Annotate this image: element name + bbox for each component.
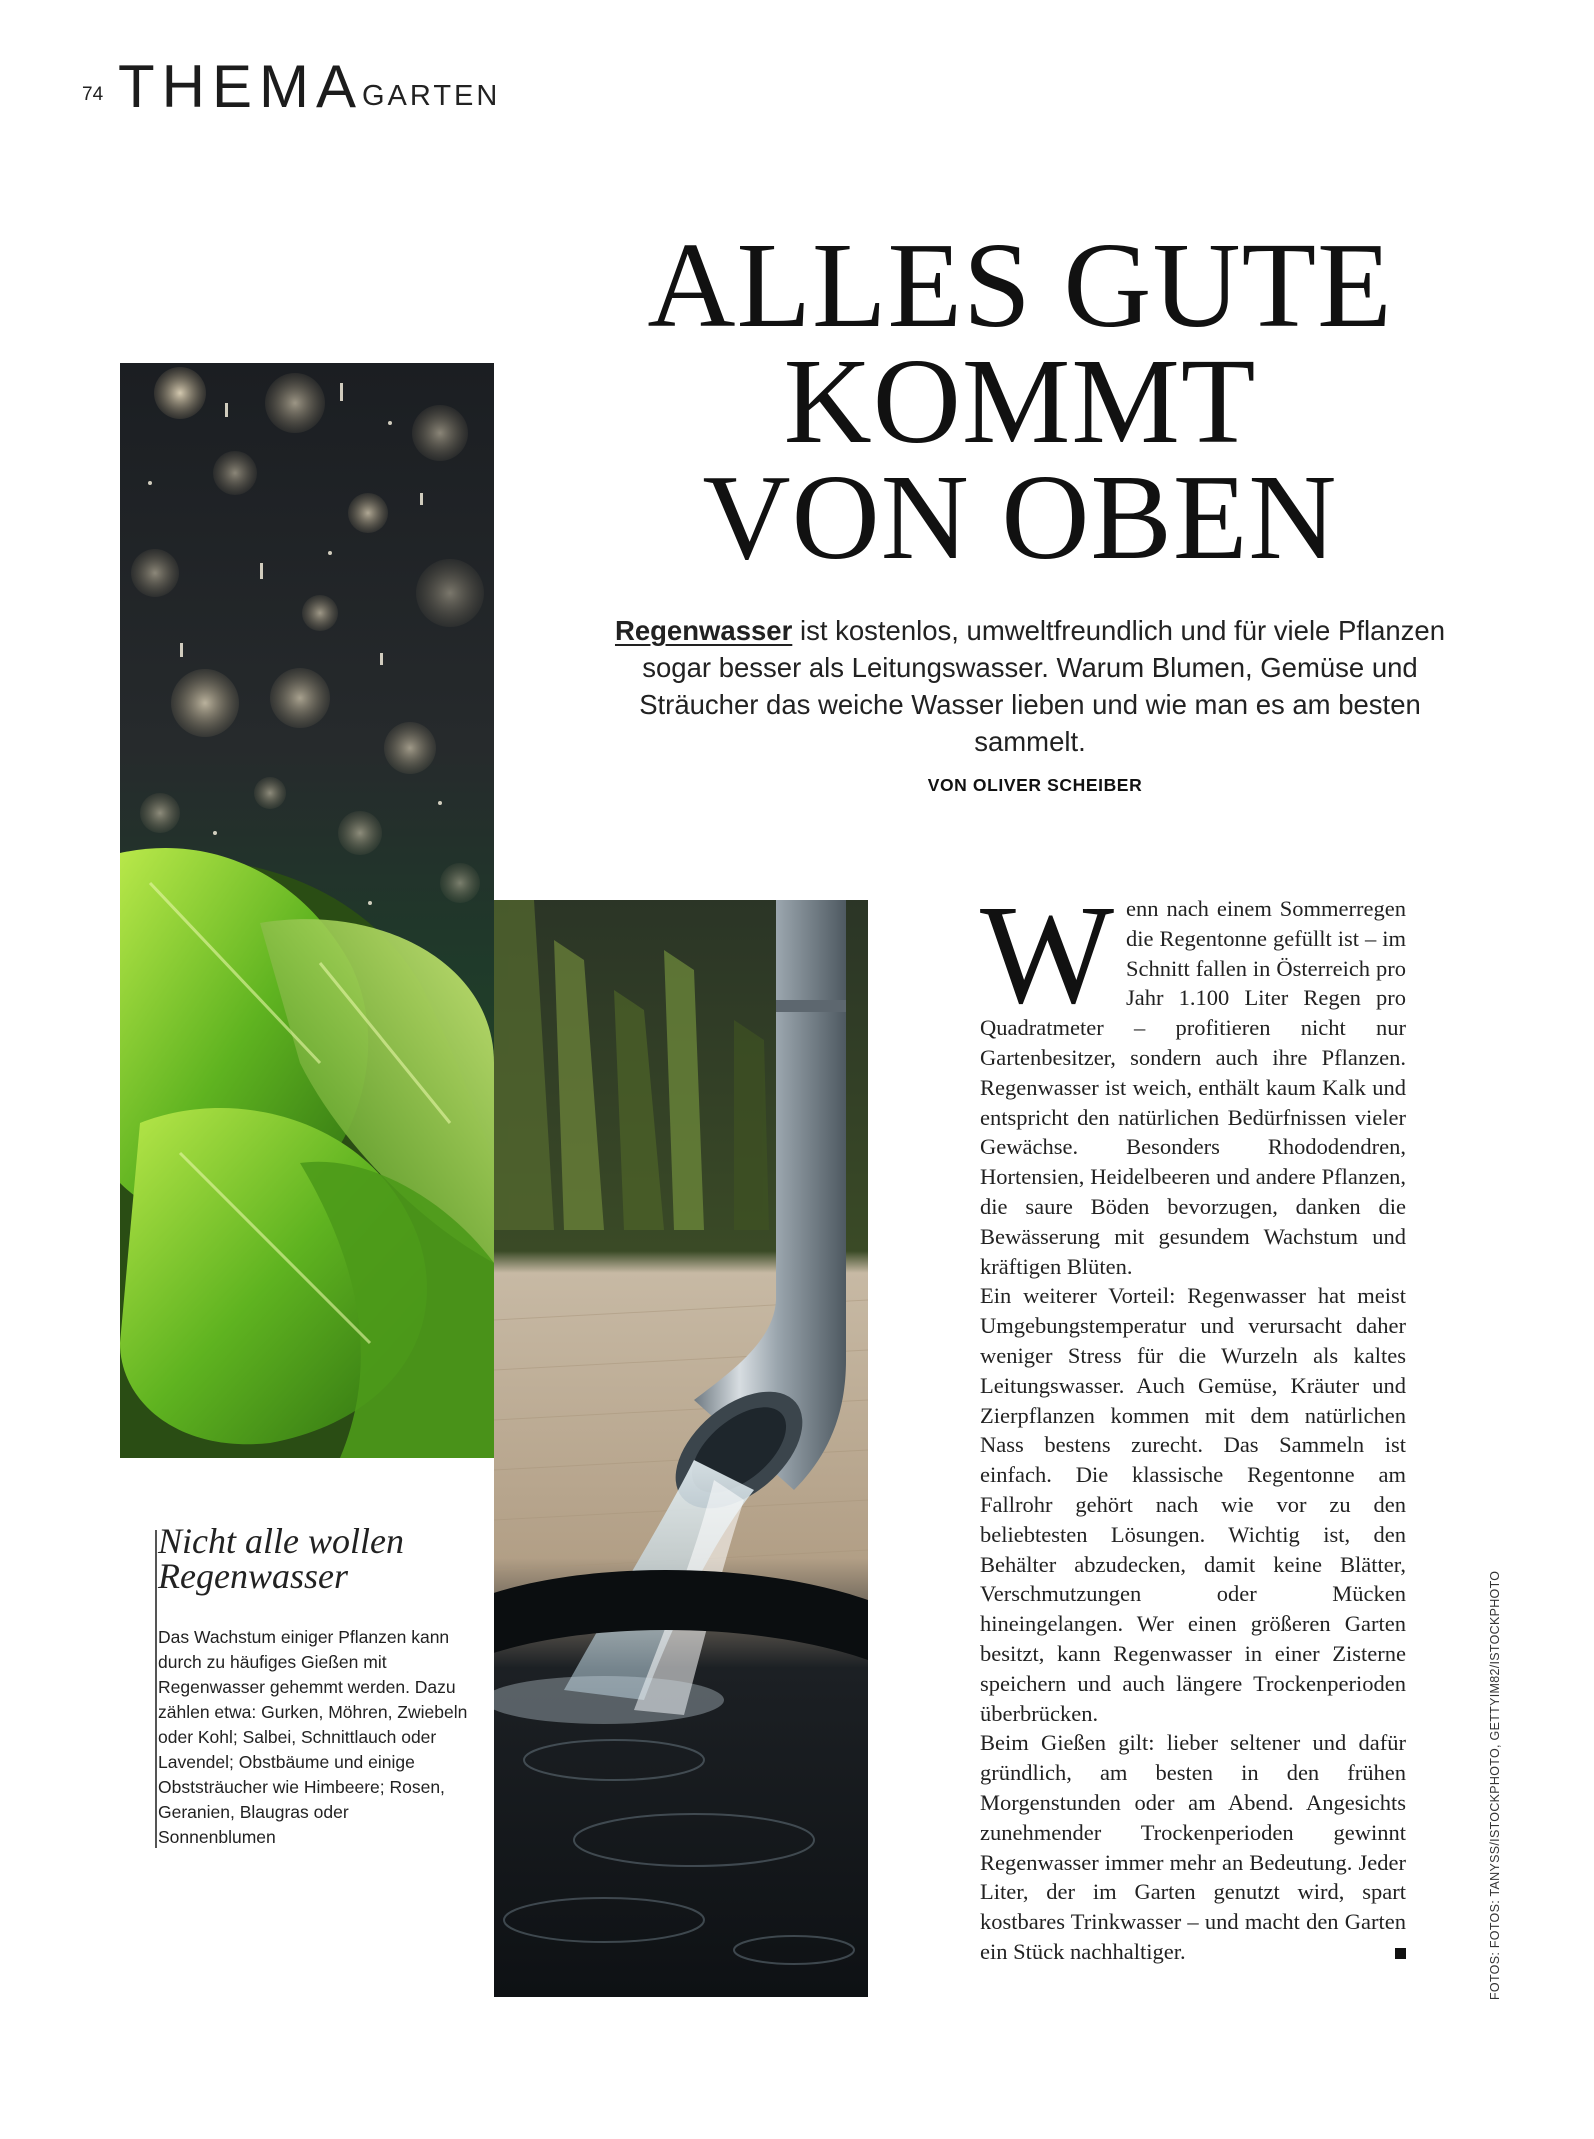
lead-text: ist kostenlos, umweltfreundlich und für viele Pflanzen sogar besser als Leitungswasser. Warum Blumen, Gemüse und Sträucher das weiche Wasser lieben und wie man es am besten sammelt. — [639, 615, 1446, 757]
photo-credit: FOTOS: FOTOS: TANYSS/ISTOCKPHOTO, GETTYIM82/ISTOCKPHOTO — [1488, 1570, 1502, 2000]
lead-keyword: Regenwasser — [614, 615, 793, 646]
byline: VON OLIVER SCHEIBER — [927, 775, 1143, 795]
end-mark — [1395, 1948, 1406, 1959]
drop-cap: W — [980, 875, 1115, 1033]
downpipe-water-photo — [494, 900, 868, 1997]
sidebar-body: Das Wachstum einiger Pflanzen kann durch zu häufiges Gießen mit Regenwasser gehemmt werden. Dazu zählen etwa: Gurken, Möhren, Zwiebeln oder Kohl; Salbei, Schnittlauch oder Lavendel; Obstbäume und einige Obststräucher wie Himbeere; Rosen, Geranien, Blaugras oder Sonnenblumen — [158, 1627, 468, 1847]
headline-line-2: KOMMT — [783, 334, 1257, 469]
page-number: 74 — [82, 84, 104, 105]
section-title: THEMA — [118, 53, 363, 120]
sidebar-title: Nicht alle wollen Regenwasser — [158, 1521, 404, 1596]
sidebar-rule — [155, 1530, 157, 1848]
headline-line-1: ALLES GUTE — [647, 218, 1393, 353]
article-paragraph-3: Beim Gießen gilt: lieber seltener und dafür gründlich, am besten in den frühen Morgenstunden oder am Abend. Angesichts zunehmender Trockenperioden gewinnt Regenwasser immer mehr an Bedeutung. Jeder Liter, der im Garten genutzt wird, spart kostbares Trinkwasser – und macht den Garten ein Stück nachhaltiger. — [980, 1730, 1406, 1964]
article-paragraph-1: enn nach einem Sommerregen die Regentonne gefüllt ist – im Schnitt fallen in Österreich pro Jahr 1.100 Liter Regen pro Quadratmeter – profitieren nicht nur Gartenbesitzer, sondern auch ihre Pflanzen. Regenwasser ist weich, enthält kaum Kalk und entspricht den natürlichen Bedürfnissen vieler Gewächse. Besonders Rhododendren, Hortensien, Heidelbeeren und andere Pflanzen, die saure Böden bevorzugen, danken die Bewässerung mit gesundem Wachstum und kräftigen Blüten. — [980, 896, 1406, 1279]
headline — [560, 218, 1480, 585]
rain-leaves-photo — [120, 363, 494, 1458]
article-paragraph-2: Ein weiterer Vorteil: Regenwasser hat meist Umgebungstemperatur und verursacht daher weniger Stress für die Wurzeln als kaltes Leitungswasser. Auch Gemüse, Kräuter und Zierpflanzen kommen mit dem natürlichen Nass bestens zurecht. Das Sammeln ist einfach. Die klassische Regentonne am Fallrohr gehört nach wie vor zu den beliebtesten Lösungen. Wichtig ist, den Behälter abzudecken, damit keine Blätter, Verschmutzungen oder Mücken hineingelangen. Wer einen größeren Garten besitzt, kann Regenwasser in einer Zisterne speichern und auch längere Trockenperioden überbrücken. — [980, 1283, 1406, 1726]
article-body — [980, 875, 1406, 1967]
lead-paragraph — [590, 612, 1470, 760]
section-subtitle: GARTEN — [362, 80, 501, 112]
headline-line-3: VON OBEN — [702, 450, 1338, 585]
